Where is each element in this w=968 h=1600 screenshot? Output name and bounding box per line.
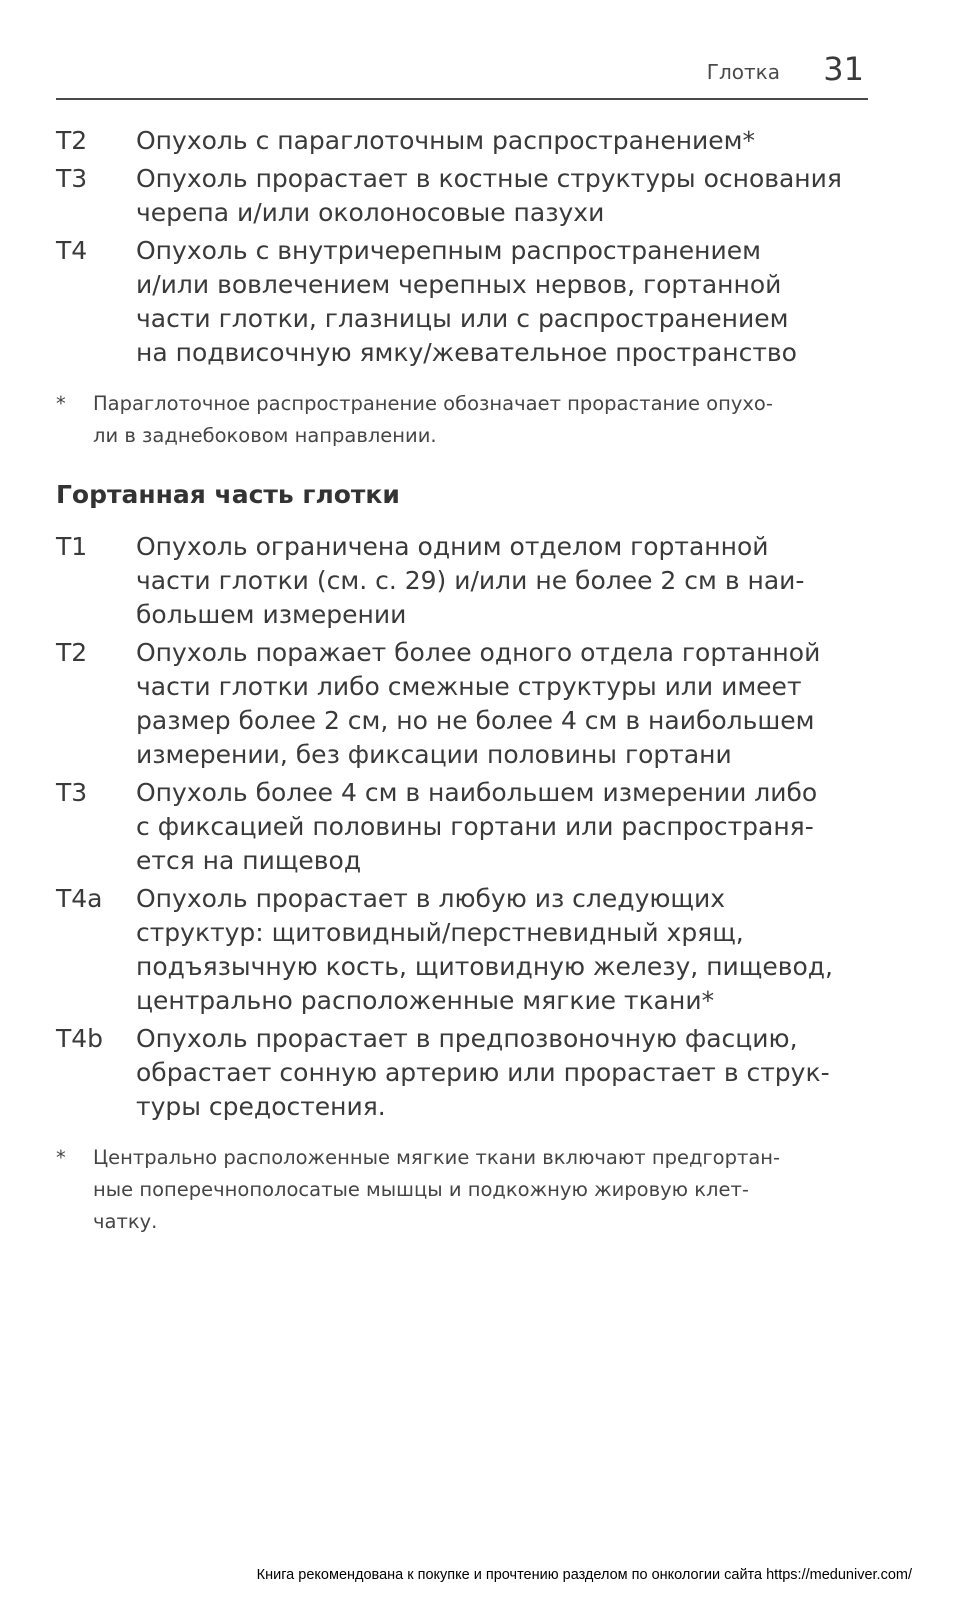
t-code: T4 <box>56 236 88 265</box>
t-code: T3 <box>56 164 88 193</box>
t-code: T4a <box>56 884 103 913</box>
t-code: T2 <box>56 638 88 667</box>
t-description: Опухоль более 4 см в наибольшем измерении либо с фиксацией половины гортани или распространя- ется на пищевод <box>136 778 818 875</box>
section-laryngopharynx-list <box>56 530 868 1128</box>
footnote-2 <box>56 1142 868 1238</box>
bottom-note: Книга рекомендована к покупке и прочтению разделом по онкологии сайта https://meduniver.com/ <box>256 1567 912 1583</box>
t-code: T4b <box>56 1024 104 1053</box>
t-code: T2 <box>56 126 88 155</box>
section-heading: Гортанная часть глотки <box>56 480 400 509</box>
section-nasopharynx-list <box>56 124 868 374</box>
footnote-text: Центрально расположенные мягкие ткани включают предгортан- ные поперечнополосатые мышцы и подкожную жировую клет- чатку. <box>93 1146 781 1233</box>
t-entry <box>56 124 868 158</box>
t-description: Опухоль поражает более одного отдела гортанной части глотки либо смежные структуры или имеет размер более 2 см, но не более 4 см в наибольшем измерении, без фиксации половины гортани <box>136 638 821 769</box>
footnote-1 <box>56 388 868 452</box>
page-number: 31 <box>823 50 864 88</box>
t-code: T1 <box>56 532 88 561</box>
t-entry <box>56 162 868 230</box>
page-header <box>56 46 868 100</box>
t-entry <box>56 636 868 772</box>
t-description: Опухоль с параглоточным распространением* <box>136 126 756 155</box>
t-code: T3 <box>56 778 88 807</box>
t-description: Опухоль с внутричерепным распространением и/или вовлечением черепных нервов, гортанной части глотки, глазницы или с распространением на подвисочную ямку/жевательное пространство <box>136 236 797 367</box>
running-title: Глотка <box>706 60 780 84</box>
t-entry <box>56 1022 868 1124</box>
t-entry <box>56 234 868 370</box>
footnote-mark: * <box>56 1146 66 1169</box>
t-description: Опухоль ограничена одним отделом гортанной части глотки (см. с. 29) и/или не более 2 см в наи- большем измерении <box>136 532 805 629</box>
footnote-mark: * <box>56 392 66 415</box>
footnote-text: Параглоточное распространение обозначает прорастание опухо- ли в заднебоковом направлении. <box>93 392 773 447</box>
t-description: Опухоль прорастает в любую из следующих структур: щитовидный/перстневидный хрящ, подъязычную кость, щитовидную железу, пищевод, центрально расположенные мягкие ткани* <box>136 884 833 1015</box>
t-entry <box>56 530 868 632</box>
t-description: Опухоль прорастает в предпозвоночную фасцию, обрастает сонную артерию или прорастает в струк- туры средостения. <box>136 1024 830 1121</box>
t-entry <box>56 776 868 878</box>
t-description: Опухоль прорастает в костные структуры основания черепа и/или околоносовые пазухи <box>136 164 842 227</box>
t-entry <box>56 882 868 1018</box>
